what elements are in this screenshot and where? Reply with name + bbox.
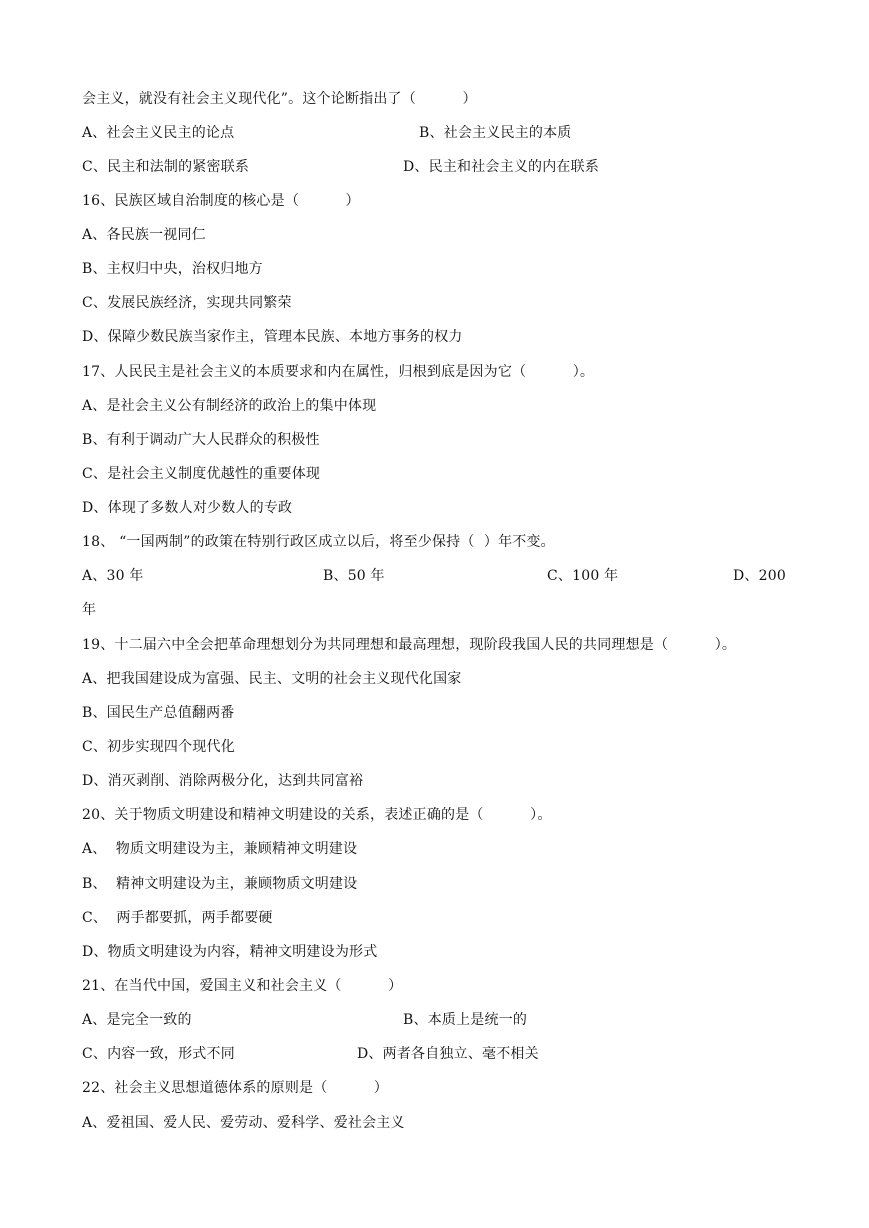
option-15-a: A、社会主义民主的论点 [82, 125, 235, 141]
option-20-d: D、物质文明建设为内容，精神文明建设为形式 [82, 944, 378, 960]
option-18-d-wrap: 年 [82, 602, 97, 618]
option-16-a: A、各民族一视同仁 [82, 227, 206, 243]
option-15-d: D、民主和社会主义的内在联系 [403, 159, 600, 175]
question-20: 20、关于物质文明建设和精神文明建设的关系，表述正确的是（ ）。 [82, 807, 552, 823]
option-20-b: B、 精神文明建设为主，兼顾物质文明建设 [82, 876, 358, 892]
option-19-b: B、国民生产总值翻两番 [82, 705, 235, 721]
option-17-a: A、是社会主义公有制经济的政治上的集中体现 [82, 398, 377, 414]
option-19-d: D、消灭剥削、消除两极分化，达到共同富裕 [82, 773, 364, 789]
option-19-c: C、初步实现四个现代化 [82, 739, 235, 755]
option-21-d: D、两者各自独立、毫不相关 [357, 1046, 539, 1062]
option-20-a: A、 物质文明建设为主，兼顾精神文明建设 [82, 841, 358, 857]
question-15-stem-end: 会主义，就没有社会主义现代化”。这个论断指出了（ ） [82, 91, 477, 107]
option-18-b: B、50 年 [323, 568, 385, 584]
option-16-d: D、保障少数民族当家作主，管理本民族、本地方事务的权力 [82, 329, 463, 345]
option-18-a: A、30 年 [82, 568, 144, 584]
option-15-b: B、社会主义民主的本质 [419, 125, 572, 141]
option-20-c: C、 两手都要抓，两手都要硬 [82, 910, 273, 926]
option-17-b: B、有利于调动广大人民群众的积极性 [82, 432, 320, 448]
question-21: 21、在当代中国，爱国主义和社会主义（ ） [82, 978, 403, 994]
option-19-a: A、把我国建设成为富强、民主、文明的社会主义现代化国家 [82, 671, 462, 687]
option-17-c: C、是社会主义制度优越性的重要体现 [82, 466, 321, 482]
question-18: 18、 “一国两制”的政策在特别行政区成立以后，将至少保持（ ）年不变。 [82, 534, 555, 550]
question-19: 19、十二届六中全会把革命理想划分为共同理想和最高理想，现阶段我国人民的共同理想是（ ）。 [82, 637, 737, 653]
question-22: 22、社会主义思想道德体系的原则是（ ） [82, 1080, 389, 1096]
option-17-d: D、体现了多数人对少数人的专政 [82, 500, 293, 516]
option-21-b: B、本质上是统一的 [403, 1012, 528, 1028]
option-16-c: C、发展民族经济，实现共同繁荣 [82, 295, 292, 311]
option-18-d: D、200 [733, 568, 786, 584]
option-21-a: A、是完全一致的 [82, 1012, 192, 1028]
option-16-b: B、主权归中央，治权归地方 [82, 261, 263, 277]
option-18-c: C、100 年 [547, 568, 619, 584]
option-22-a: A、爱祖国、爱人民、爱劳动、爱科学、爱社会主义 [82, 1115, 405, 1131]
question-17: 17、人民民主是社会主义的本质要求和内在属性，归根到底是因为它（ ）。 [82, 364, 595, 380]
question-16: 16、民族区域自治制度的核心是（ ） [82, 193, 360, 209]
option-15-c: C、民主和法制的紧密联系 [82, 159, 250, 175]
option-21-c: C、内容一致，形式不同 [82, 1046, 235, 1062]
